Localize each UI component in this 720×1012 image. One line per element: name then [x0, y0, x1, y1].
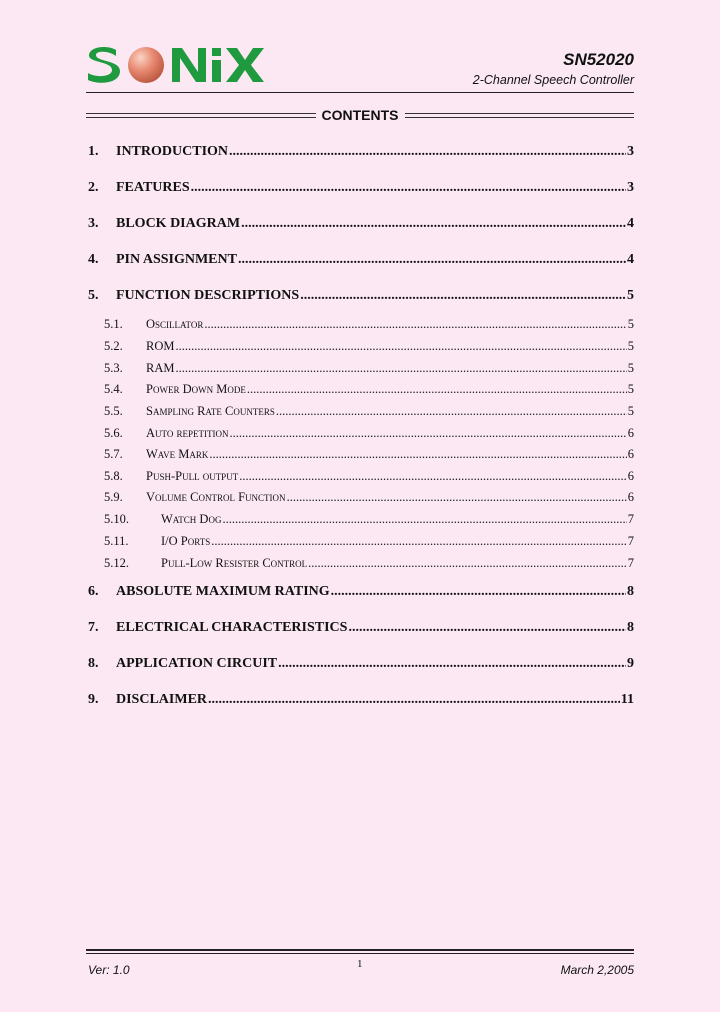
toc-entry-page: 5: [627, 339, 634, 353]
toc-entry-page: 5: [627, 404, 634, 418]
footer-version: Ver: 1.0: [88, 963, 130, 977]
toc-entry[interactable]: [104, 361, 634, 377]
toc-entry-number: 2.: [88, 180, 99, 195]
toc-entry[interactable]: [104, 469, 634, 485]
toc-entry-page: 5: [627, 288, 634, 303]
contents-title: CONTENTS: [321, 107, 399, 123]
toc-entry-page: 8: [627, 584, 634, 599]
toc-entry-title: ROM: [146, 339, 175, 353]
toc-entry-page: 7: [627, 556, 634, 570]
toc-entry-number: 5.7.: [104, 447, 123, 461]
toc-leader-dots: [239, 469, 627, 484]
toc-entry-number: 6.: [88, 584, 99, 599]
toc-entry-page: 7: [627, 512, 634, 526]
toc-entry-title: ABSOLUTE MAXIMUM RATING: [116, 584, 330, 599]
toc-entry-page: 11: [620, 692, 634, 707]
toc-leader-dots: [287, 490, 627, 505]
toc-entry-title: Pull-Low Resister Control: [161, 556, 308, 570]
toc-leader-dots: [241, 216, 626, 232]
toc-leader-dots: [348, 620, 626, 636]
toc-leader-dots: [229, 426, 626, 441]
toc-entry[interactable]: [88, 252, 634, 270]
contents-heading: [86, 106, 634, 124]
toc-entry-page: 3: [627, 144, 634, 159]
toc-entry[interactable]: [104, 534, 634, 550]
toc-leader-dots: [175, 361, 626, 376]
toc-entry-page: 6: [627, 490, 634, 504]
footer-divider: [86, 949, 634, 951]
toc-entry[interactable]: [88, 620, 634, 638]
toc-entry-title: INTRODUCTION: [116, 144, 229, 159]
toc-entry[interactable]: [88, 656, 634, 674]
toc-leader-dots: [211, 534, 627, 549]
toc-entry-title: Wave Mark: [146, 447, 209, 461]
toc-entry-number: 5.8.: [104, 469, 123, 483]
toc-entry-title: DISCLAIMER: [116, 692, 208, 707]
toc-entry-title: Watch Dog: [161, 512, 222, 526]
toc-entry-number: 8.: [88, 656, 99, 671]
toc-entry-number: 5.9.: [104, 490, 123, 504]
toc-entry-number: 7.: [88, 620, 99, 635]
toc-leader-dots: [175, 339, 626, 354]
toc-entry-number: 3.: [88, 216, 99, 231]
toc-leader-dots: [238, 252, 626, 268]
toc-leader-dots: [300, 288, 626, 304]
model-number: SN52020: [563, 50, 634, 69]
toc-entry-number: 5.5.: [104, 404, 123, 418]
toc-entry-title: ELECTRICAL CHARACTERISTICS: [116, 620, 348, 635]
toc-leader-dots: [204, 317, 626, 332]
toc-entry-page: 5: [627, 382, 634, 396]
toc-entry[interactable]: [104, 382, 634, 398]
toc-entry-title: FEATURES: [116, 180, 190, 195]
toc-leader-dots: [247, 382, 627, 397]
toc-entry-title: Volume Control Function: [146, 490, 286, 504]
toc-entry-title: I/O Ports: [161, 534, 211, 548]
toc-entry-number: 4.: [88, 252, 99, 267]
toc-entry[interactable]: [88, 144, 634, 162]
toc-entry-title: RAM: [146, 361, 175, 375]
toc-entry-number: 5.11.: [104, 534, 129, 548]
toc-entry-number: 5.10.: [104, 512, 129, 526]
toc-entry-number: 5.: [88, 288, 99, 303]
toc-entry-page: 5: [627, 317, 634, 331]
toc-entry-page: 6: [627, 469, 634, 483]
toc-entry-number: 5.3.: [104, 361, 123, 375]
toc-entry-page: 6: [627, 447, 634, 461]
header-divider: [86, 92, 634, 93]
toc-entry-number: 5.2.: [104, 339, 123, 353]
toc-leader-dots: [229, 144, 626, 160]
toc-entry-number: 5.1.: [104, 317, 123, 331]
toc-leader-dots: [278, 656, 626, 672]
toc-entry-title: Push-Pull output: [146, 469, 239, 483]
toc-entry[interactable]: [88, 180, 634, 198]
toc-entry-title: Oscillator: [146, 317, 204, 331]
toc-entry[interactable]: [88, 584, 634, 602]
footer-page-number: 1: [357, 958, 363, 970]
toc-entry-title: Power Down Mode: [146, 382, 246, 396]
toc-entry[interactable]: [104, 404, 634, 420]
toc-leader-dots: [209, 447, 626, 462]
toc-entry-number: 5.12.: [104, 556, 129, 570]
toc-entry[interactable]: [104, 317, 634, 333]
toc-leader-dots: [308, 556, 627, 571]
toc-entry-page: 8: [627, 620, 634, 635]
toc-entry-title: Auto repetition: [146, 426, 229, 440]
toc-entry[interactable]: [88, 288, 634, 306]
toc-entry-title: FUNCTION DESCRIPTIONS: [116, 288, 300, 303]
toc-entry-title: BLOCK DIAGRAM: [116, 216, 241, 231]
document-subtitle: 2-Channel Speech Controller: [472, 73, 634, 87]
toc-entry-number: 5.4.: [104, 382, 123, 396]
toc-entry-page: 4: [627, 252, 634, 267]
contents-rule-right: [405, 113, 635, 118]
toc-entry-title: APPLICATION CIRCUIT: [116, 656, 278, 671]
toc-entry-page: 3: [627, 180, 634, 195]
toc-leader-dots: [208, 692, 620, 708]
footer-divider-thin: [86, 953, 634, 954]
toc-entry[interactable]: [88, 216, 634, 234]
toc-entry-page: 4: [627, 216, 634, 231]
toc-entry[interactable]: [104, 447, 634, 463]
contents-rule-left: [86, 113, 316, 118]
toc-entry-title: Sampling Rate Counters: [146, 404, 275, 418]
toc-leader-dots: [191, 180, 626, 196]
toc-leader-dots: [222, 512, 626, 527]
toc-entry-number: 5.6.: [104, 426, 123, 440]
toc-entry[interactable]: [88, 692, 634, 710]
sonix-logo: [86, 44, 266, 84]
toc-entry-number: 9.: [88, 692, 99, 707]
toc-entry[interactable]: [104, 556, 634, 572]
toc-entry-title: PIN ASSIGNMENT: [116, 252, 237, 267]
toc-entry-number: 1.: [88, 144, 99, 159]
toc-leader-dots: [331, 584, 626, 600]
toc-leader-dots: [276, 404, 627, 419]
toc-entry-page: 6: [627, 426, 634, 440]
footer-date: March 2,2005: [560, 963, 634, 977]
toc-entry[interactable]: [104, 490, 634, 506]
toc-entry-page: 7: [627, 534, 634, 548]
toc-entry[interactable]: [104, 426, 634, 442]
toc-entry-page: 9: [627, 656, 634, 671]
toc-entry-page: 5: [627, 361, 634, 375]
toc-entry[interactable]: [104, 339, 634, 355]
toc-entry[interactable]: [104, 512, 634, 528]
